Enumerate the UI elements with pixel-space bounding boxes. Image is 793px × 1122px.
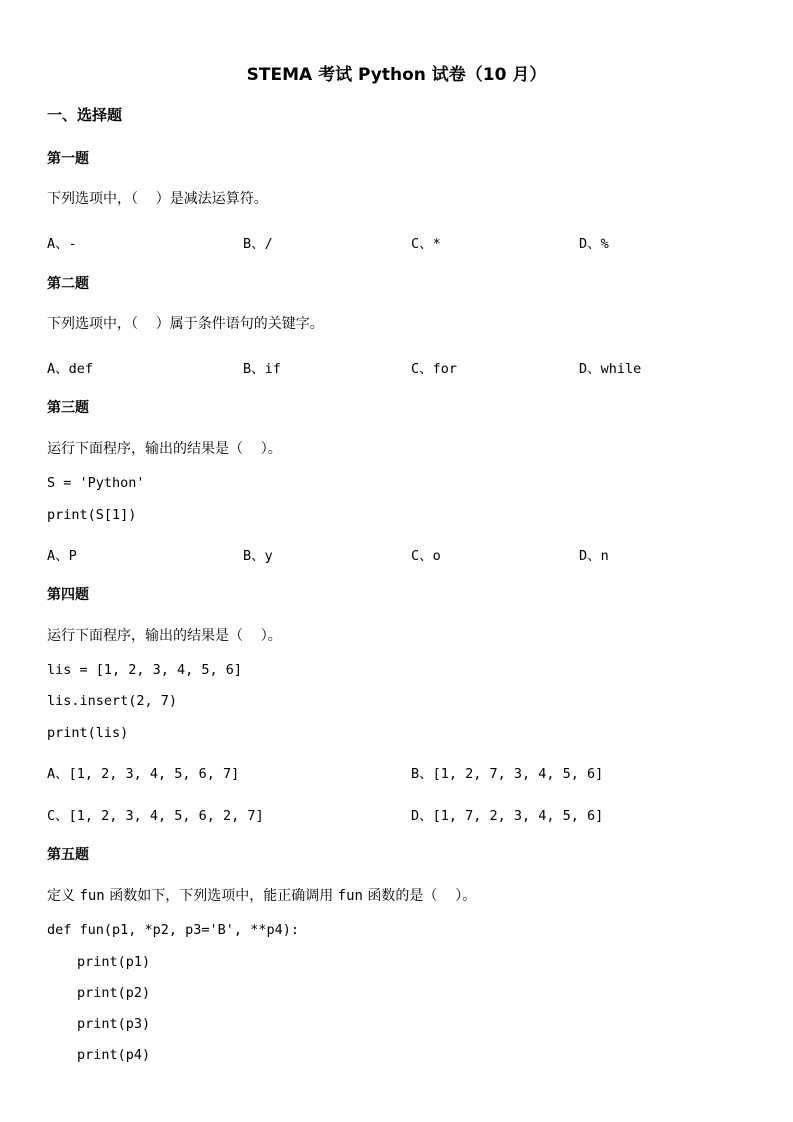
question-4-code-line: print(lis) (47, 725, 129, 741)
question-3-code-line: print(S[1]) (47, 507, 137, 523)
stem-text: 定义 (47, 888, 80, 904)
question-3-option-d: D、n (579, 548, 609, 564)
question-2-option-b: B、if (243, 361, 281, 377)
stem-text: 函数如下，下列选项中，能正确调用 (104, 888, 338, 904)
question-1-option-b: B、/ (243, 236, 273, 252)
question-1-option-c: C、* (411, 236, 441, 252)
question-1-option-d: D、% (579, 236, 609, 252)
question-2-heading: 第二题 (47, 276, 89, 292)
question-5-code-line: def fun(p1, *p2, p3='B', **p4): (47, 922, 299, 938)
question-3-option-c: C、o (411, 548, 441, 564)
stem-code-fun: fun (79, 888, 105, 904)
question-1-stem: 下列选项中，（ ）是减法运算符。 (47, 191, 268, 207)
question-4-code-line: lis.insert(2, 7) (47, 693, 178, 709)
section-heading: 一、选择题 (47, 106, 123, 124)
question-3-option-a: A、P (47, 548, 77, 564)
question-4-option-b: B、[1, 2, 7, 3, 4, 5, 6] (411, 766, 604, 782)
question-4-option-c: C、[1, 2, 3, 4, 5, 6, 2, 7] (47, 808, 264, 824)
question-3-heading: 第三题 (47, 400, 89, 416)
question-5-stem (47, 885, 476, 905)
question-5-code-line: print(p2) (77, 985, 151, 1001)
exam-title: STEMA 考试 Python 试卷（10 月） (246, 65, 547, 85)
question-5-code-line: print(p4) (77, 1047, 151, 1063)
question-4-option-d: D、[1, 7, 2, 3, 4, 5, 6] (411, 808, 604, 824)
question-5-code-line: print(p3) (77, 1016, 151, 1032)
question-4-stem: 运行下面程序，输出的结果是（ ）。 (47, 628, 282, 644)
question-3-option-b: B、y (243, 548, 273, 564)
question-2-stem: 下列选项中，（ ）属于条件语句的关键字。 (47, 316, 324, 332)
question-1-option-a: A、- (47, 236, 77, 252)
stem-code-fun: fun (337, 888, 363, 904)
question-2-option-c: C、for (411, 361, 458, 377)
question-2-option-a: A、def (47, 361, 94, 377)
question-4-heading: 第四题 (47, 587, 89, 603)
question-1-heading: 第一题 (47, 151, 89, 167)
question-3-code-line: S = 'Python' (47, 475, 145, 491)
question-4-code-line: lis = [1, 2, 3, 4, 5, 6] (47, 662, 243, 678)
question-5-code-line: print(p1) (77, 954, 151, 970)
question-4-option-a: A、[1, 2, 3, 4, 5, 6, 7] (47, 766, 240, 782)
stem-text: 函数的是（ ）。 (362, 888, 477, 904)
question-5-heading: 第五题 (47, 847, 89, 863)
question-2-option-d: D、while (579, 361, 642, 377)
question-3-stem: 运行下面程序，输出的结果是（ ）。 (47, 441, 282, 457)
